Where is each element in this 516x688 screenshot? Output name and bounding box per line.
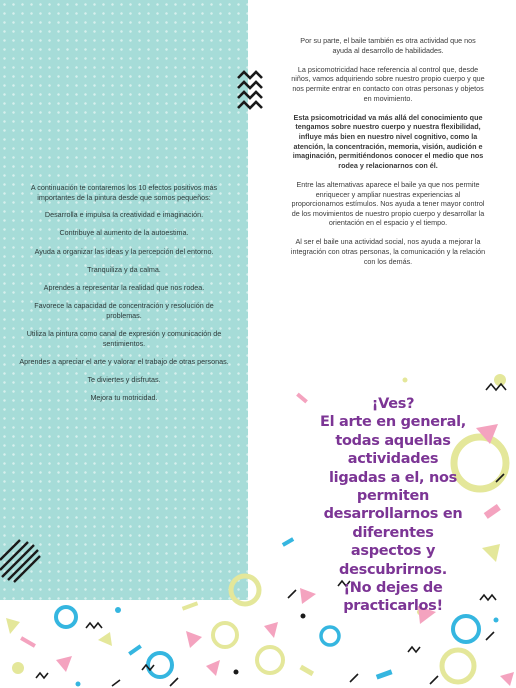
pintura-effects-section	[18, 183, 230, 411]
baile-section	[290, 36, 486, 276]
baile-paragraph: Por su parte, el baile también es otra actividad que nos ayuda al desarrollo de habilidades.	[300, 36, 476, 55]
effect-item: Utiliza la pintura como canal de expresión y comunicación de sentimientos.	[26, 328, 222, 348]
pintura-intro: A continuación te contaremos los 10 efectos positivos más importantes de la pintura desde que somos pequeños:	[30, 183, 218, 202]
highlight-closing: ¡No dejes de practicarlos!	[343, 580, 443, 615]
psicomotricidad-paragraph: La psicomotricidad hace referencia al control que, desde niños, vamos adquiriendo sobre nuestro propio cuerpo y que nos permite entrar en contacto con otras personas y objetos en movimiento.	[291, 64, 485, 103]
highlight-body: El arte en general, todas aquellas actividades ligadas a el, nos permiten desarrollarnos en diferentes aspectos y descubrirnos.	[320, 414, 466, 578]
effect-item: Te diviertes y disfrutas.	[87, 374, 161, 384]
effect-item: Aprendes a apreciar el arte y valorar el trabajo de otras personas.	[19, 356, 229, 366]
alternativas-paragraph: Entre las alternativas aparece el baile ya que nos permite enriquecer y ampliar nuestras experiencias al proporcionarnos estímulos. Nos ayuda a tener mayor control de los movimientos de nuestro propio cuerpo y desarrollar la orientación en el espacio y el tiempo.	[291, 179, 485, 228]
confetti-bottom-left	[0, 576, 259, 688]
zigzag-decoration-top	[238, 72, 262, 108]
cognitivo-paragraph: Esta psicomotricidad va más allá del conocimiento que tengamos sobre nuestro cuerpo y nuestra flexibilidad, influye más bien en nuestro nivel cognitivo, como la atención, la concentración, memoria, visión, audición e imaginación, permitiéndonos conocer el medio que nos rodea y relacionarnos con él.	[292, 112, 484, 170]
effect-item: Tranquiliza y da calma.	[87, 264, 161, 274]
effect-item: Mejora tu motricidad.	[90, 393, 158, 403]
effect-item: Ayuda a organizar las ideas y la percepción del entorno.	[34, 246, 214, 256]
stripes-decoration	[0, 540, 40, 582]
effect-item: Favorece la capacidad de concentración y resolución de problemas.	[34, 301, 214, 320]
highlight-lead: ¡Ves?	[371, 396, 415, 412]
effect-item: Aprendes a representar la realidad que nos rodea.	[43, 282, 205, 292]
effect-item: Contribuye al aumento de la autoestima.	[59, 228, 189, 238]
highlight-message	[318, 395, 468, 616]
effect-item: Desarrolla e impulsa la creatividad e imaginación.	[44, 210, 204, 220]
actividad-social-paragraph: Al ser el baile una actividad social, nos ayuda a mejorar la integración con otras personas, la comunicación y la relación con los demás.	[290, 237, 486, 266]
